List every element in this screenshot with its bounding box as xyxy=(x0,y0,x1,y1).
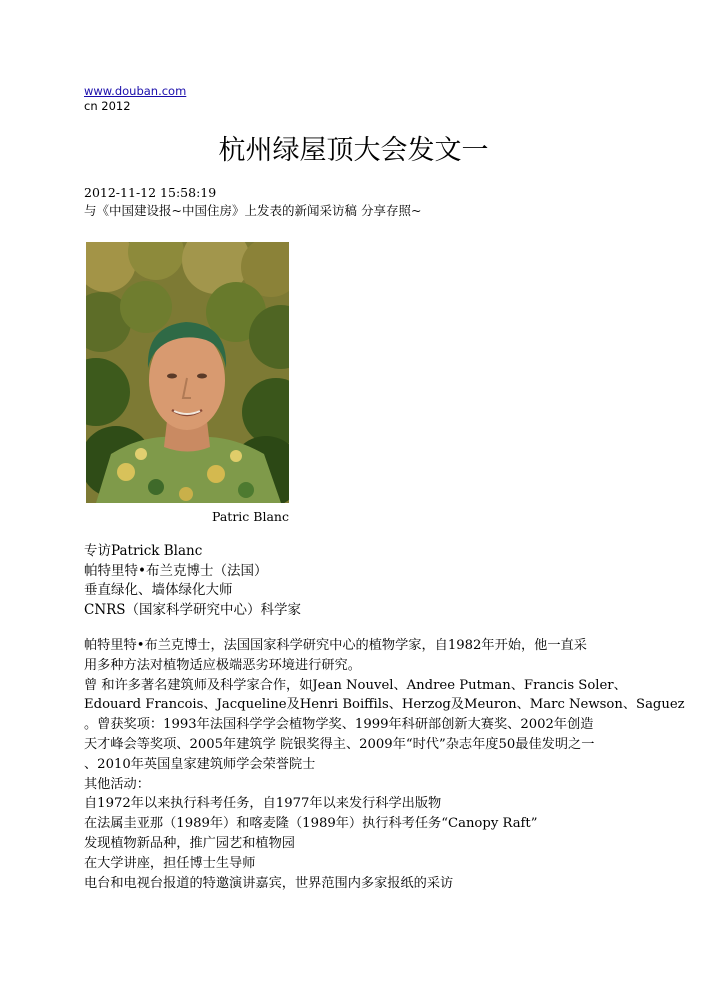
photo-caption: Patric Blanc xyxy=(212,509,289,524)
source-link[interactable]: www.douban.com xyxy=(84,84,187,98)
portrait-photo xyxy=(86,242,289,503)
body-line: 电台和电视台报道的特邀演讲嘉宾，世界范围内多家报纸的采访 xyxy=(84,875,454,891)
body-line: 其他活动： xyxy=(84,776,150,792)
page-title: 杭州绿屋顶大会发文一 xyxy=(218,135,489,166)
body-line: 用多种方法对植物适应极端恶劣环境进行研究。 xyxy=(84,657,361,673)
body-line: 天才峰会等奖项、2005年建筑学 院银奖得主、2009年“时代”杂志年度50最佳发明之一 xyxy=(84,736,595,752)
body-line: Edouard Francois、Jacqueline及Henri Boiffils、Herzog及Meuron、Marc Newson、Saguez xyxy=(84,697,685,713)
body-line: 在法属圭亚那（1989年）和喀麦隆（1989年）执行科考任务“Canopy Raft” xyxy=(84,816,538,832)
body-line: 。曾获奖项：1993年法国科学学会植物学奖、1999年科研部创新大赛奖、2002年创造 xyxy=(84,717,594,733)
source-year: cn 2012 xyxy=(84,99,131,113)
body-line: 曾 和许多著名建筑师及科学家合作，如Jean Nouvel、Andree Putman、Francis Soler、 xyxy=(84,677,627,693)
post-meta xyxy=(84,184,421,220)
intro-line: 专访Patrick Blanc xyxy=(84,543,203,559)
intro-line: CNRS（国家科学研究中心）科学家 xyxy=(84,601,302,618)
portrait-illustration xyxy=(86,242,289,503)
body-line: 在大学讲座，担任博士生导师 xyxy=(84,855,256,871)
body-line: 自1972年以来执行科考任务，自1977年以来发行科学出版物 xyxy=(84,796,442,812)
post-summary: 与《中国建设报~中国住房》上发表的新闻采访稿 分享存照~ xyxy=(84,203,422,218)
post-timestamp: 2012-11-12 15:58:19 xyxy=(84,185,217,200)
body-line: 帕特里特•布兰克博士，法国国家科学研究中心的植物学家，自1982年开始，他一直采 xyxy=(84,638,587,653)
source-header xyxy=(84,84,186,114)
body-line: 发现植物新品种，推广园艺和植物园 xyxy=(84,835,295,851)
intro-block xyxy=(84,542,301,620)
intro-line: 帕特里特•布兰克博士（法国） xyxy=(84,562,268,579)
article-body xyxy=(84,636,685,893)
body-line: 、2010年英国皇家建筑师学会荣誉院士 xyxy=(84,756,316,772)
intro-line: 垂直绿化、墙体绿化大师 xyxy=(84,582,233,598)
